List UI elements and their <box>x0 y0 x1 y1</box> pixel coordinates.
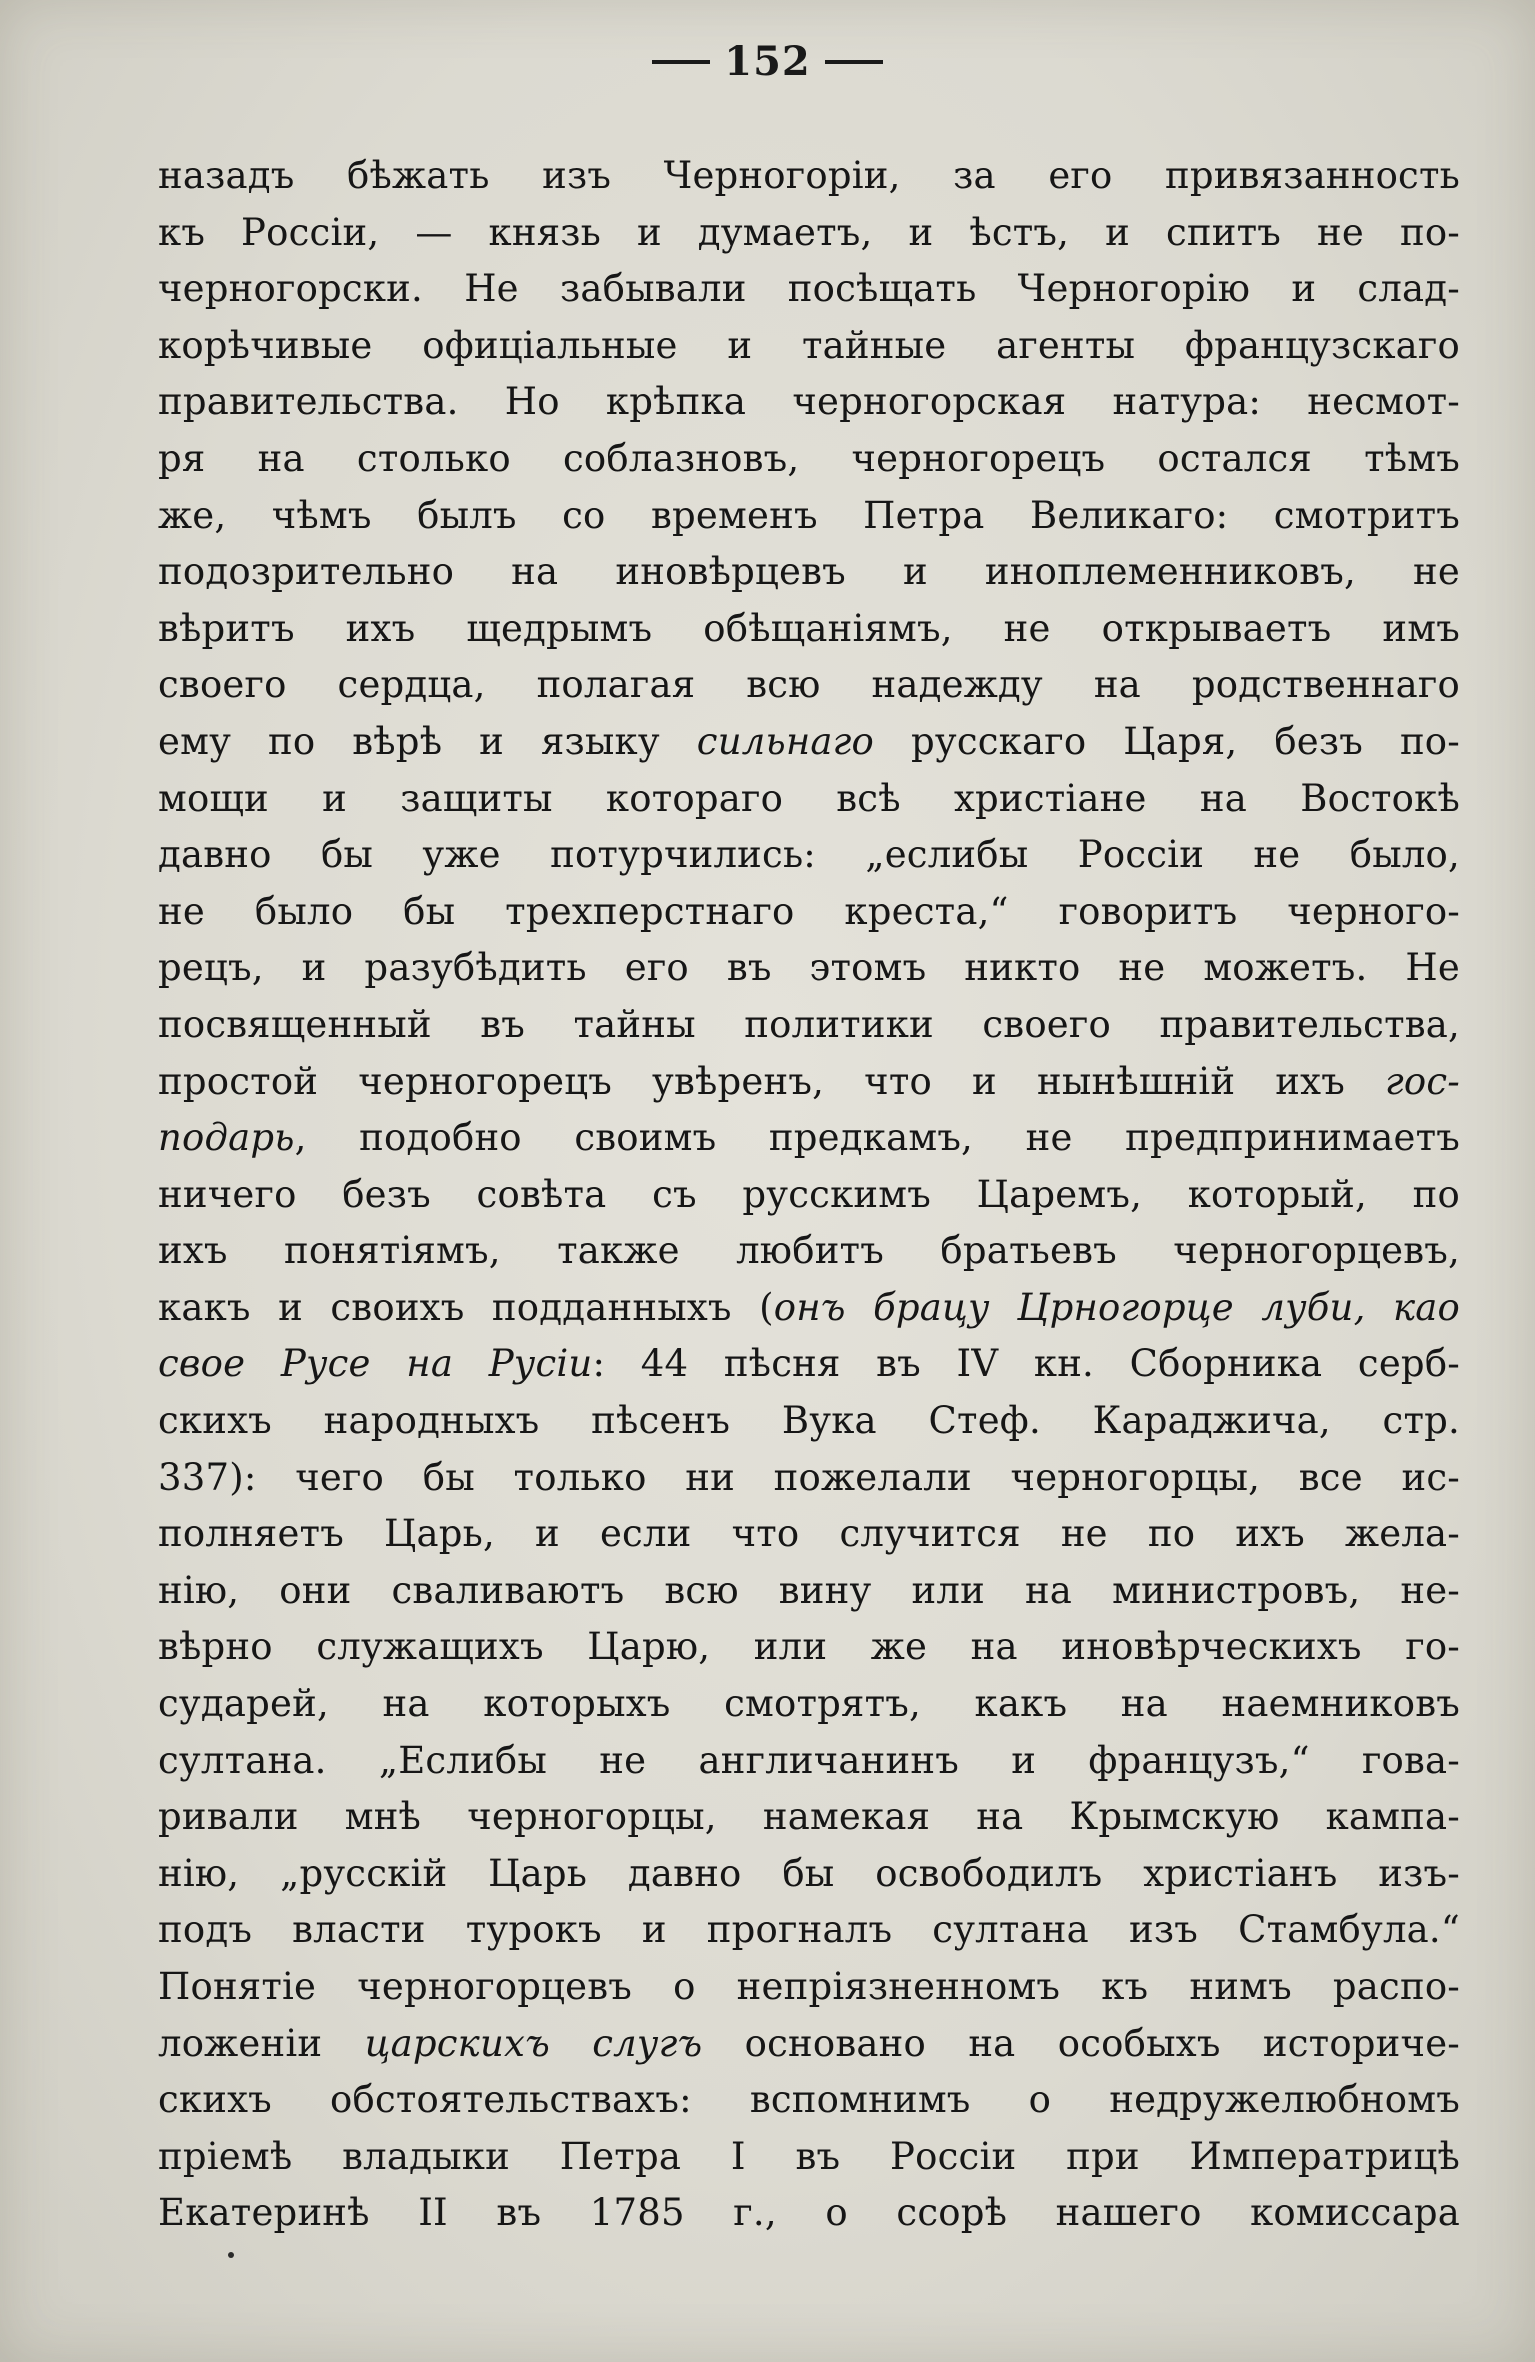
text-line: ложеніи царскихъ слугъ основано на особыхъ историче- <box>158 2021 1461 2065</box>
italic-text: царскихъ слугъ <box>364 2021 703 2065</box>
italic-text: подарь <box>158 1116 295 1160</box>
ink-speck <box>228 2252 234 2258</box>
page-number-dash-right <box>825 60 883 64</box>
text-line: простой черногорецъ увѣренъ, что и нынѣшній ихъ гос- <box>158 1059 1460 1103</box>
text-line: посвященный въ тайны политики своего правительства, <box>158 1002 1460 1046</box>
text-line: же, чѣмъ былъ со временъ Петра Великаго: смотритъ <box>158 493 1460 537</box>
text-line: черногорски. Не забывали посѣщать Черногорію и слад- <box>158 267 1460 311</box>
text-line: скихъ обстоятельствахъ: вспомнимъ о недружелюбномъ <box>158 2078 1460 2122</box>
text-line: давно бы уже потурчились: „еслибы Россіи не было, <box>158 833 1460 877</box>
page-number <box>0 38 1535 85</box>
text-line: нію, они сваливаютъ всю вину или на министровъ, не- <box>158 1568 1460 1612</box>
text-line: корѣчивые офиціальные и тайные агенты французскаго <box>158 323 1460 367</box>
page-number-value: 152 <box>724 38 811 85</box>
italic-text: свое Русе на Русіи <box>158 1342 593 1386</box>
text-line: ря на столько соблазновъ, черногорецъ остался тѣмъ <box>158 436 1460 480</box>
text-line: подозрительно на иновѣрцевъ и иноплеменниковъ, не <box>158 550 1460 594</box>
text-line: нію, „русскій Царь давно бы освободилъ христіанъ изъ- <box>158 1851 1460 1895</box>
text-line: ихъ понятіямъ, также любитъ братьевъ черногорцевъ, <box>158 1229 1460 1273</box>
italic-text: сильнаго <box>696 719 875 763</box>
page-number-dash-left <box>652 60 710 64</box>
text-line: своего сердца, полагая всю надежду на родственнаго <box>158 663 1460 707</box>
text-line: полняетъ Царь, и если что случится не по ихъ жела- <box>158 1512 1460 1556</box>
text-line: подарь, подобно своимъ предкамъ, не предпринимаетъ <box>158 1116 1460 1160</box>
italic-text: гос- <box>1385 1059 1460 1103</box>
text-line: сударей, на которыхъ смотрятъ, какъ на наемниковъ <box>158 1682 1460 1726</box>
text-line: ничего безъ совѣта съ русскимъ Царемъ, который, по <box>158 1172 1460 1216</box>
text-line: правительства. Но крѣпка черногорская натура: несмот- <box>158 380 1460 424</box>
text-line: Понятіе черногорцевъ о непріязненномъ къ нимъ распо- <box>158 1965 1460 2008</box>
text-line: ривали мнѣ черногорцы, намекая на Крымскую кампа- <box>158 1795 1460 1839</box>
text-line: свое Русе на Русіи: 44 пѣсня въ IV кн. Сборника серб- <box>158 1342 1460 1386</box>
text-line: назадъ бѣжать изъ Черногоріи, за его привязанность <box>158 154 1460 197</box>
text-line: къ Россіи, — князь и думаетъ, и ѣстъ, и спитъ не по- <box>158 210 1460 254</box>
text-line: подъ власти турокъ и прогналъ султана изъ Стамбула.“ <box>158 1908 1460 1952</box>
body-text <box>158 148 1460 2242</box>
text-line: султана. „Еслибы не англичанинъ и французъ,“ гова- <box>158 1738 1460 1782</box>
text-line: пріемѣ владыки Петра I въ Россіи при Императрицѣ <box>158 2134 1460 2178</box>
text-line: вѣритъ ихъ щедрымъ обѣщаніямъ, не открываетъ имъ <box>158 606 1460 650</box>
text-line: 337): чего бы только ни пожелали черногорцы, все ис- <box>158 1455 1460 1499</box>
text-line: Екатеринѣ II въ 1785 г., о ссорѣ нашего комиссара <box>158 2191 1460 2235</box>
text-line: рецъ, и разубѣдить его въ этомъ никто не можетъ. Не <box>158 946 1460 990</box>
text-line: скихъ народныхъ пѣсенъ Вука Стеф. Караджича, стр. <box>158 1399 1460 1443</box>
italic-text: онъ брацу Црногорце луби, као <box>773 1285 1460 1329</box>
text-line: какъ и своихъ подданныхъ (онъ брацу Црногорце луби, као <box>158 1285 1460 1329</box>
text-line: не было бы трехперстнаго креста,“ говоритъ черного- <box>158 889 1460 933</box>
text-line: вѣрно служащихъ Царю, или же на иновѣрческихъ го- <box>158 1625 1460 1669</box>
text-line: ему по вѣрѣ и языку сильнаго русскаго Царя, безъ по- <box>158 719 1460 763</box>
text-line: мощи и защиты котораго всѣ христіане на Востокѣ <box>158 776 1460 820</box>
